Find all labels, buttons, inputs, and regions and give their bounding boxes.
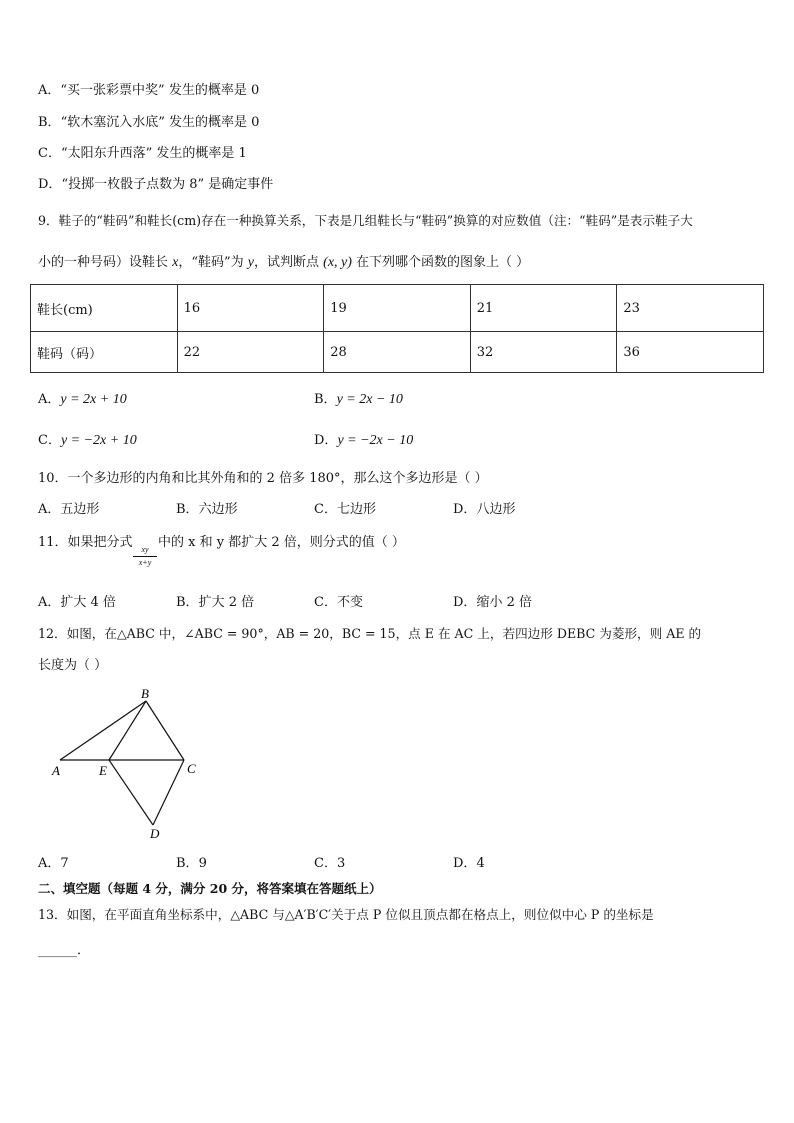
option-text: 4 [476,856,485,871]
q11-stem-b: 中的 x 和 y 都扩大 2 倍，则分式的值（ ） [158,535,405,550]
q12-option-d [453,855,485,873]
option-label: A． [38,83,61,98]
q10-option-b [176,501,238,519]
q9-point: (x, y) [323,255,352,270]
segment-ab [60,701,146,760]
option-label: C． [314,502,337,517]
label-d: D [150,826,160,841]
q8-option-b [38,114,259,132]
segment-ed [109,760,153,825]
option-label: D． [38,177,62,192]
option-text: 9 [198,856,207,871]
table-cell: 32 [470,332,617,373]
q9-stem-line1: 9．鞋子的“鞋码”和鞋长(cm)存在一种换算关系，下表是几组鞋长与“鞋码”换算的对应数值（注：“鞋码”是表示鞋子大 [38,213,693,228]
table-cell: 21 [470,285,617,332]
fraction-bar [133,556,157,557]
option-label: D． [453,502,477,517]
option-formula: y = −2x + 10 [60,433,137,448]
q8-option-c [38,145,247,163]
label-e: E [99,763,107,778]
option-formula: y = −2x − 10 [337,433,414,448]
q9-option-c [38,432,137,450]
q12-stem-line1: 12．如图，在△ABC 中，∠ABC = 90°，AB = 20，BC = 15，点 E 在 AC 上，若四边形 DEBC 为菱形，则 AE 的 [38,626,702,641]
option-formula: y = 2x + 10 [60,392,127,407]
option-label: C． [314,856,337,871]
q9-var-x: x [172,255,179,270]
q9-text: ，试判断点 [254,255,324,270]
fraction-numerator: xy [141,545,149,554]
option-text: 六边形 [198,502,238,517]
option-text: 3 [336,856,346,871]
q9-option-d [314,432,413,450]
q9-text: 小的一种号码）设鞋长 [38,255,173,270]
option-label: D． [453,856,477,871]
option-text: 7 [60,856,69,871]
option-label: B． [38,115,61,130]
option-text: 八边形 [476,502,516,517]
option-text: 缩小 2 倍 [476,595,532,610]
label-a: A [52,763,60,778]
option-label: B． [176,856,199,871]
option-text: 五边形 [60,502,100,517]
segment-be [109,701,146,760]
option-text: 七边形 [336,502,376,517]
q9-text: 在下列哪个函数的图象上（ ） [351,255,530,270]
option-label: A． [38,502,61,517]
q13-stem: 13．如图，在平面直角坐标系中，△ABC 与△A′B′C′关于点 P 位似且顶点都在格点上，则位似中心 P 的坐标是 [38,907,654,922]
q10-option-d [453,501,515,519]
table-cell: 鞋长(cm) [31,285,178,332]
fraction-denominator: x+y [138,558,152,567]
q9-option-a [38,391,127,409]
table-cell: 鞋码（码） [31,332,178,373]
option-text: “软木塞沉入水底” 发生的概率是 0 [60,115,260,130]
q11-option-d [453,594,532,612]
table-row [31,332,764,373]
q12-rhombus-figure [40,686,220,842]
option-label: A． [38,392,61,407]
option-label: C． [314,595,337,610]
table-row [31,285,764,332]
table-cell: 22 [177,332,324,373]
table-cell: 23 [617,285,764,332]
option-text: 扩大 2 倍 [198,595,255,610]
option-label: B． [176,502,199,517]
q12-option-b [176,855,207,873]
option-label: B． [176,595,199,610]
q11-option-c [314,594,363,612]
q11-stem-a: 11．如果把分式 [38,535,133,550]
option-label: C． [38,146,61,161]
option-text: “太阳东升西落” 发生的概率是 1 [60,146,247,161]
option-label: C． [38,433,61,448]
label-b: B [141,686,149,701]
q10-option-c [314,501,376,519]
option-label: A． [38,595,61,610]
q11-option-a [38,594,116,612]
q9-text: ，“鞋码”为 [178,255,248,270]
q8-option-a [38,82,259,100]
q8-option-d [38,176,273,194]
option-formula: y = 2x − 10 [336,392,403,407]
q9-option-b [314,391,403,409]
option-label: A． [38,856,61,871]
q13-answer-blank: ______． [38,943,91,958]
segment-bc [146,701,184,760]
section-heading: 二、填空题（每题 4 分，满分 20 分，将答案填在答题纸上） [38,881,382,896]
q11-option-b [176,594,254,612]
q11-fraction [133,545,157,568]
q9-var-y: y [247,255,255,270]
segment-dc [153,760,184,825]
q12-option-c [314,855,345,873]
option-text: 不变 [336,595,363,610]
q12-option-a [38,855,69,873]
option-text: “投掷一枚骰子点数为 8” 是确定事件 [61,177,274,192]
option-text: 扩大 4 倍 [60,595,116,610]
option-text: “买一张彩票中奖” 发生的概率是 0 [60,83,260,98]
table-cell: 28 [324,332,471,373]
q10-option-a [38,501,99,519]
label-c: C [187,761,196,776]
table-cell: 19 [324,285,471,332]
q9-stem-line2 [38,254,529,272]
table-cell: 16 [177,285,324,332]
q10-stem: 10．一个多边形的内角和比其外角和的 2 倍多 180°，那么这个多边形是（ ） [38,471,488,486]
option-label: D． [314,433,338,448]
q9-table [30,284,764,373]
table-cell: 36 [617,332,764,373]
q12-stem-line2: 长度为（ ） [38,658,108,673]
option-label: B． [314,392,337,407]
option-label: D． [453,595,477,610]
